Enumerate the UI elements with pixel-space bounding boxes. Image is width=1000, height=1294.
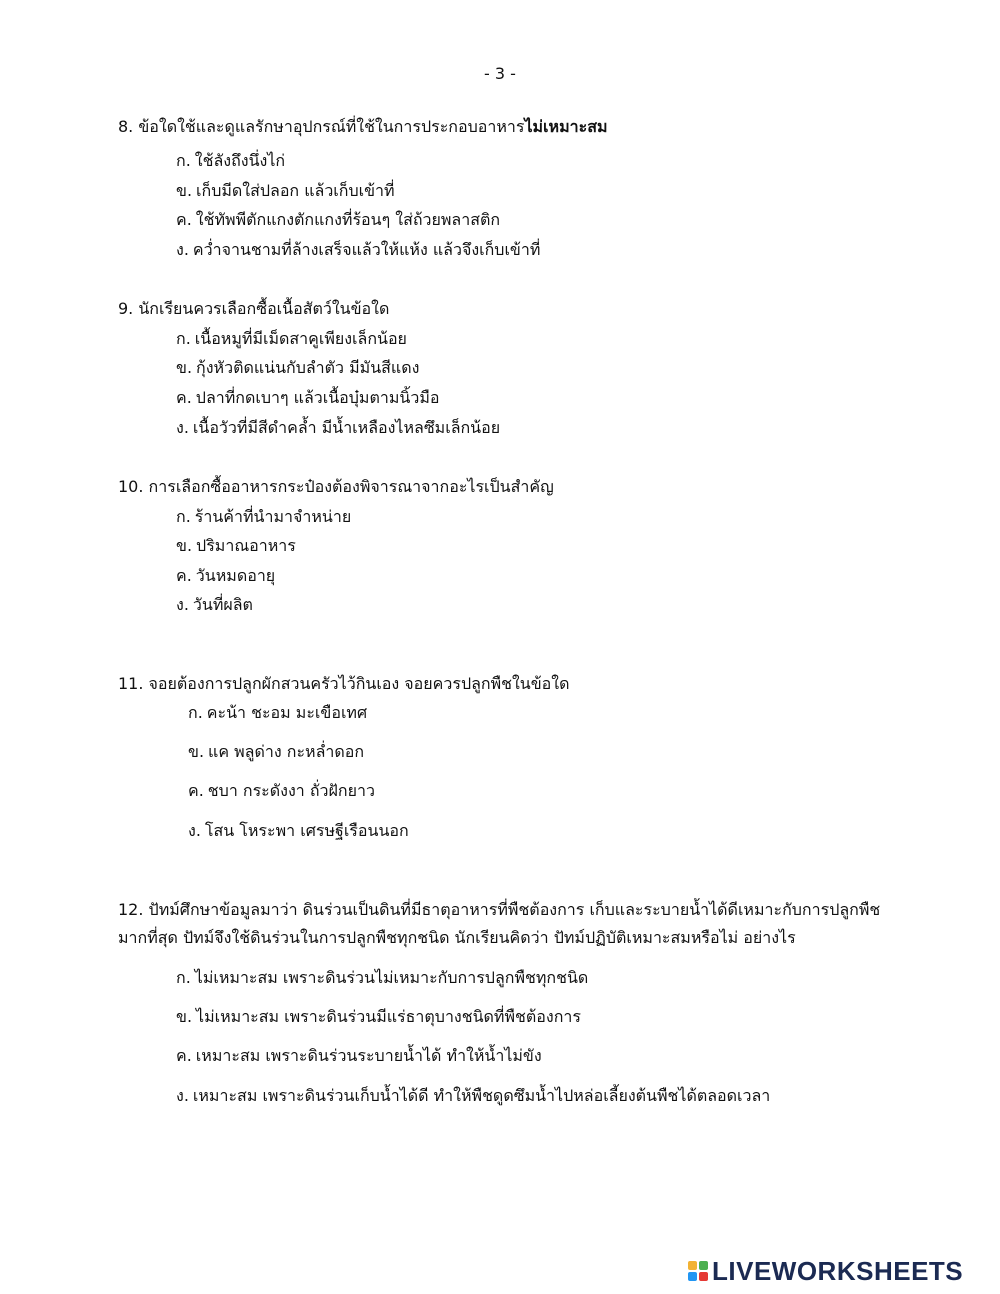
option-9-c: ค. ปลาที่กดเบาๆ แล้วเนื้อบุ๋มตามนิ้วมือ — [176, 388, 440, 407]
question-11 — [118, 673, 570, 695]
option-8-d: ง. คว่ำจานชามที่ล้างเสร็จแล้วให้แห้ง แล้วจึงเก็บเข้าที่ — [176, 240, 541, 259]
question-text: นักเรียนควรเลือกซื้อเนื้อสัตว์ในข้อใด — [138, 299, 390, 318]
option-8-b: ข. เก็บมีดใส่ปลอก แล้วเก็บเข้าที่ — [176, 181, 395, 200]
option-10-d: ง. วันที่ผลิต — [176, 595, 253, 614]
question-number: 12. — [118, 900, 144, 919]
question-12 — [118, 896, 898, 952]
option-10-c: ค. วันหมดอายุ — [176, 566, 276, 585]
page-number: - 3 - — [484, 64, 516, 83]
option-10-b: ข. ปริมาณอาหาร — [176, 536, 296, 555]
option-12-a: ก. ไม่เหมาะสม เพราะดินร่วนไม่เหมาะกับการปลูกพืชทุกชนิด — [176, 968, 589, 987]
question-8 — [118, 116, 608, 138]
question-number: 11. — [118, 674, 144, 693]
option-12-b: ข. ไม่เหมาะสม เพราะดินร่วนมีแร่ธาตุบางชนิดที่พืชต้องการ — [176, 1007, 581, 1026]
option-11-d: ง. โสน โหระพา เศรษฐีเรือนนอก — [188, 821, 409, 840]
question-9 — [118, 298, 389, 320]
option-9-d: ง. เนื้อวัวที่มีสีดำคล้ำ มีน้ำเหลืองไหลซึมเล็กน้อย — [176, 418, 501, 437]
liveworksheets-mark-icon — [688, 1261, 708, 1281]
question-10 — [118, 476, 554, 498]
option-9-a: ก. เนื้อหมูที่มีเม็ดสาคูเพียงเล็กน้อย — [176, 329, 407, 348]
logo-text: LIVEWORKSHEETS — [712, 1255, 964, 1286]
question-text: ข้อใดใช้และดูแลรักษาอุปกรณ์ที่ใช้ในการประกอบอาหาร — [138, 117, 525, 136]
option-12-d: ง. เหมาะสม เพราะดินร่วนเก็บน้ำได้ดี ทำให้พืชดูดซึมน้ำไปหล่อเลี้ยงต้นพืชได้ตลอดเวลา — [176, 1086, 771, 1105]
option-9-b: ข. กุ้งหัวติดแน่นกับลำตัว มีมันสีแดง — [176, 358, 420, 377]
question-emphasis: ไม่เหมาะสม — [524, 117, 608, 136]
question-text: จอยต้องการปลูกผักสวนครัวไว้กินเอง จอยควรปลูกพืชในข้อใด — [148, 674, 570, 693]
question-text: การเลือกซื้ออาหารกระป๋องต้องพิจารณาจากอะไรเป็นสำคัญ — [148, 477, 554, 496]
question-number: 9. — [118, 299, 134, 318]
option-8-c: ค. ใช้ทัพพีตักแกงตักแกงที่ร้อนๆ ใส่ถ้วยพลาสติก — [176, 210, 501, 229]
option-12-c: ค. เหมาะสม เพราะดินร่วนระบายน้ำได้ ทำให้น้ำไม่ขัง — [176, 1046, 542, 1065]
option-8-a: ก. ใช้ลังถึงนึ่งไก่ — [176, 151, 286, 170]
question-number: 10. — [118, 477, 144, 496]
option-10-a: ก. ร้านค้าที่นำมาจำหน่าย — [176, 507, 352, 526]
option-11-a: ก. คะน้า ชะอม มะเขือเทศ — [188, 703, 368, 722]
liveworksheets-logo[interactable] — [688, 1254, 963, 1288]
question-text: ปัทม์ศึกษาข้อมูลมาว่า ดินร่วนเป็นดินที่มีธาตุอาหารที่พืชต้องการ เก็บและระบายน้ำได้ดีเหมาะกับการปลูกพืชมากที่สุด ปัทม์จึงใช้ดินร่วนในการปลูกพืชทุกชนิด นักเรียนคิดว่า ปัทม์ปฏิบัติเหมาะสมหรือไม่ อย่างไร — [118, 900, 881, 947]
option-11-b: ข. แค พลูด่าง กะหล่ำดอก — [188, 742, 365, 761]
question-number: 8. — [118, 117, 134, 136]
option-11-c: ค. ชบา กระดังงา ถั่วฝักยาว — [188, 781, 375, 800]
